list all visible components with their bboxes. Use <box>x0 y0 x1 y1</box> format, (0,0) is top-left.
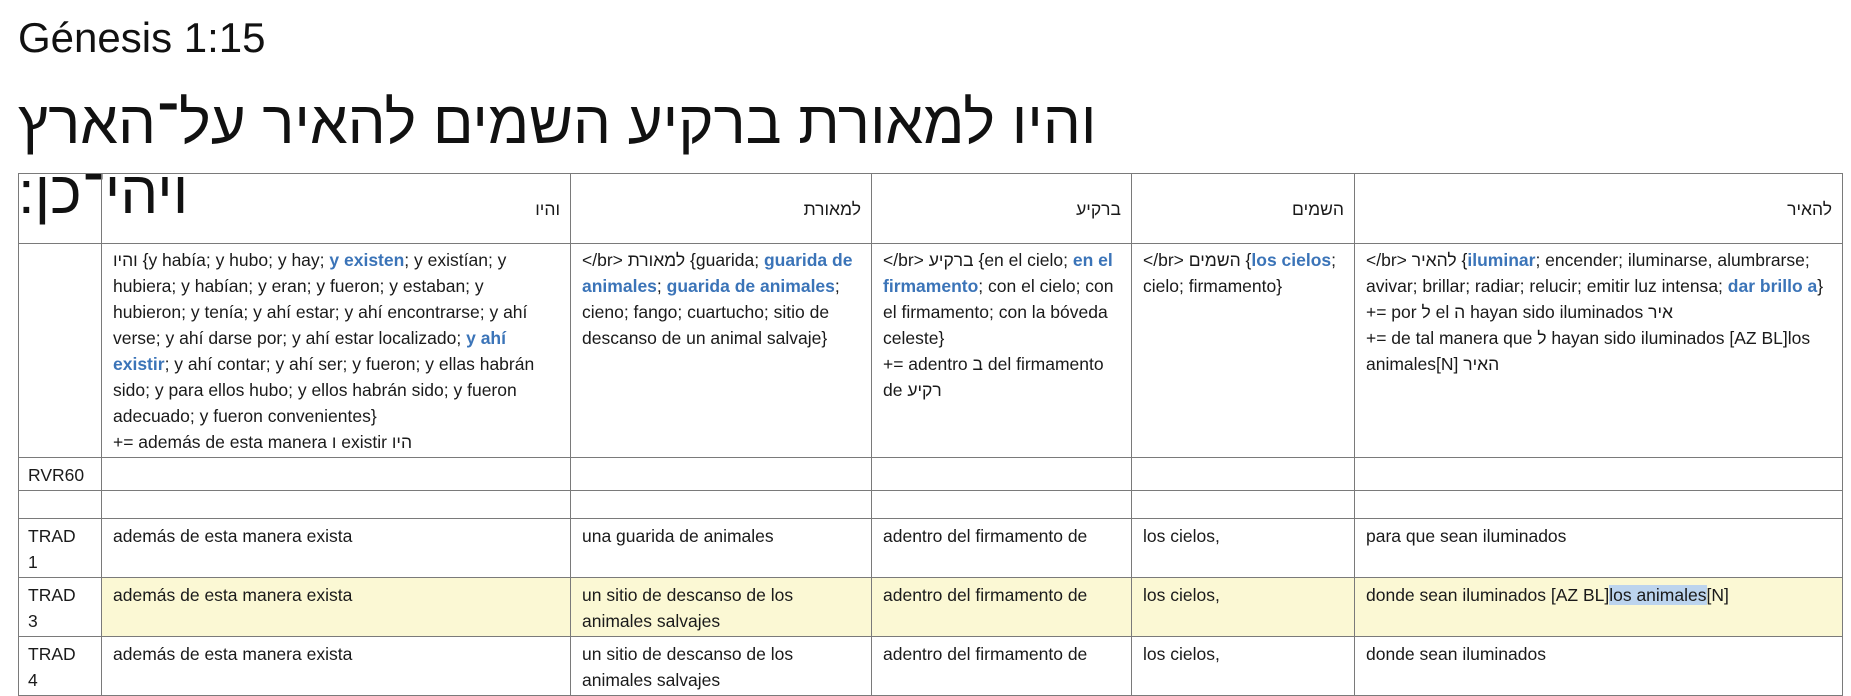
gloss-keyword: y ahí existir <box>113 328 506 374</box>
gloss-text: += adentro ב del firmamento de רקיע <box>883 354 1104 400</box>
row-label: RVR60 <box>19 458 102 491</box>
empty-corner-cell <box>19 174 102 244</box>
gloss-cell <box>872 244 1132 458</box>
selected-text[interactable]: los animales <box>1609 585 1707 605</box>
table-cell <box>872 458 1132 491</box>
gloss-text: </br> ברקיע {en el cielo; <box>883 250 1073 270</box>
gloss-text: += de tal manera que ל hayan sido iluminados [AZ BL]los animales[N] האיר <box>1366 328 1811 374</box>
translation-text: [N] <box>1706 585 1729 605</box>
row-label: TRAD 1 <box>19 519 102 578</box>
translation-cell[interactable]: adentro del firmamento de <box>872 519 1132 578</box>
gloss-text: += además de esta manera ו existir היו <box>113 432 413 452</box>
gloss-keyword: los cielos <box>1251 250 1332 270</box>
gloss-keyword: en el firmamento <box>883 250 1113 296</box>
rvr60-row <box>19 458 1843 491</box>
gloss-keyword: y existen <box>329 250 405 270</box>
interlinear-table <box>18 173 1843 696</box>
translation-cell[interactable]: adentro del firmamento de <box>872 637 1132 696</box>
translation-cell[interactable]: donde sean iluminados <box>1355 637 1843 696</box>
blank-row <box>19 491 1843 519</box>
translation-text: donde sean iluminados [AZ BL] <box>1366 585 1610 605</box>
gloss-text: </br> השמים { <box>1143 250 1252 270</box>
translation-cell[interactable]: los cielos, <box>1132 637 1355 696</box>
gloss-cell <box>1132 244 1355 458</box>
translation-cell[interactable]: los cielos, <box>1132 519 1355 578</box>
gloss-text: </br> להאיר { <box>1366 250 1468 270</box>
gloss-text: ; encender; iluminarse, alumbrarse; avivar; brillar; radiar; relucir; emitir luz intensa; <box>1366 250 1810 296</box>
gloss-cell <box>571 244 872 458</box>
headword-cell: והיו <box>102 174 571 244</box>
gloss-text: } <box>1817 276 1824 296</box>
translation-cell[interactable]: un sitio de descanso de los animales salvajes <box>571 578 872 637</box>
translation-cell[interactable]: adentro del firmamento de <box>872 578 1132 637</box>
gloss-text: ; cieno; fango; cuartucho; sitio de descanso de un animal salvaje} <box>582 276 840 348</box>
headword-row <box>19 174 1843 244</box>
translation-cell[interactable]: además de esta manera exista <box>102 578 571 637</box>
gloss-text: ; y existían; y hubiera; y habían; y eran; y fueron; y estaban; y hubieron; y tenía; y ahí estar; y ahí encontrarse; y ahí verse; y ahí darse por; y ahí estar localizado; <box>113 250 528 348</box>
gloss-row <box>19 244 1843 458</box>
table-cell <box>19 491 102 519</box>
translation-cell[interactable] <box>1355 578 1843 637</box>
gloss-cell <box>1355 244 1843 458</box>
gloss-cell <box>102 244 571 458</box>
gloss-text: ; y ahí contar; y ahí ser; y fueron; y ellas habrán sido; y para ellos hubo; y ellos habrán sido; y fueron adecuado; y fueron convenientes} <box>113 354 535 426</box>
table-cell <box>102 491 571 519</box>
table-cell <box>1355 458 1843 491</box>
trad4-row <box>19 637 1843 696</box>
gloss-keyword: guarida de animales <box>582 250 853 296</box>
empty-label-cell <box>19 244 102 458</box>
translation-cell[interactable]: un sitio de descanso de los animales salvajes <box>571 637 872 696</box>
gloss-text: ; <box>656 276 667 296</box>
table-cell <box>102 458 571 491</box>
verse-hebrew-text: והיו למאורת ברקיע השמים להאיר על־הארץ ויהי־כן: <box>18 89 1097 226</box>
headword-cell: להאיר <box>1355 174 1843 244</box>
headword-cell: השמים <box>1132 174 1355 244</box>
table-cell <box>1355 491 1843 519</box>
translation-cell[interactable]: además de esta manera exista <box>102 519 571 578</box>
gloss-text: </br> למאורת {guarida; <box>582 250 764 270</box>
trad1-row <box>19 519 1843 578</box>
gloss-text: והיו {y había; y hubo; y hay; <box>113 250 330 270</box>
gloss-text: ; con el cielo; con el firmamento; con la bóveda celeste} <box>883 276 1114 348</box>
table-cell <box>571 491 872 519</box>
translation-cell[interactable]: una guarida de animales <box>571 519 872 578</box>
gloss-text: ; cielo; firmamento} <box>1143 250 1337 296</box>
gloss-keyword: guarida de animales <box>666 276 835 296</box>
table-cell <box>1132 491 1355 519</box>
row-label: TRAD 3 <box>19 578 102 637</box>
table-cell <box>571 458 872 491</box>
headword-cell: ברקיע <box>872 174 1132 244</box>
translation-cell[interactable]: los cielos, <box>1132 578 1355 637</box>
row-label: TRAD 4 <box>19 637 102 696</box>
gloss-keyword: dar brillo a <box>1727 276 1818 296</box>
table-cell <box>1132 458 1355 491</box>
table-cell <box>872 491 1132 519</box>
trad3-row <box>19 578 1843 637</box>
headword-cell: למאורת <box>571 174 872 244</box>
translation-cell[interactable]: para que sean iluminados <box>1355 519 1843 578</box>
gloss-keyword: iluminar <box>1467 250 1536 270</box>
verse-reference: Génesis 1:15 <box>18 14 266 61</box>
gloss-text: += por ל el ה hayan sido iluminados איר <box>1366 302 1673 322</box>
translation-cell[interactable]: además de esta manera exista <box>102 637 571 696</box>
